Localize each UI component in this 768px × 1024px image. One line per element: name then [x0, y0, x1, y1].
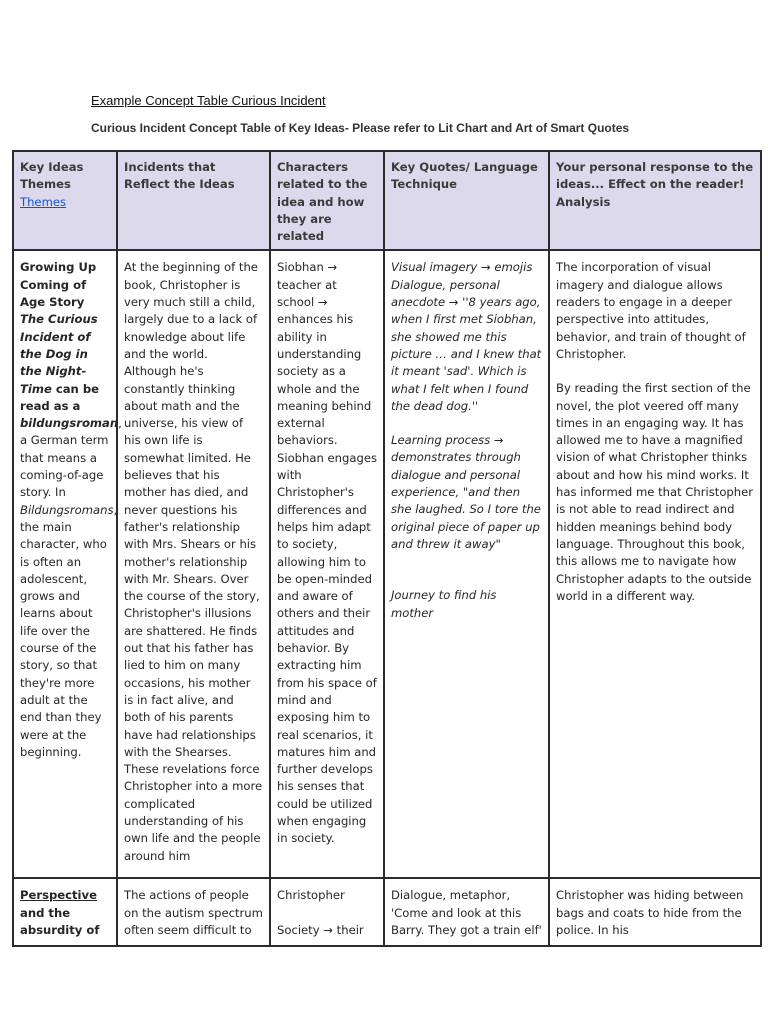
column-header-personal-response: Your personal response to the ideas... Effect on the reader! Analysis — [549, 151, 761, 250]
cell-incidents: At the beginning of the book, Christopher is very much still a child, largely due to a lack of knowledge about life and the world. Although he's constantly thinking about math and the universe, his view of his own life is somewhat limited. He believes that his mother has died, and never questions his father's relationship with Mrs. Shears or his mother's relationship with Mr. Shears. Over the course of the story, Christopher's illusions are shattered. He finds out that his father has lied to him on many occasions, his mother is in fact alive, and both of his parents have had relationships with the Shearses. These revelations force Christopher into a more complicated understanding of his own life and the people around him — [117, 250, 270, 878]
column-header-key-ideas — [13, 151, 117, 250]
concept-table — [12, 150, 762, 947]
quote-paragraph: Visual imagery → emojis Dialogue, personal anecdote → ''8 years ago, when I first met Siobhan, she showed me this picture … and I knew that it meant 'sad'. Which is what I felt when I found the dead dog.'' — [391, 260, 542, 413]
themes-link[interactable]: Themes — [20, 194, 67, 209]
character-line: Christopher — [277, 888, 345, 903]
column-header-incidents: Incidents that Reflect the Ideas — [117, 151, 270, 250]
theme-term: Bildungsromans — [20, 502, 114, 517]
table-row — [13, 878, 761, 946]
column-header-key-quotes: Key Quotes/ Language Technique — [384, 151, 549, 250]
theme-heading: Perspective — [20, 888, 97, 903]
cell-incidents: The actions of people on the autism spectrum often seem difficult to — [117, 878, 270, 946]
theme-term: bildungsroman — [20, 416, 119, 431]
response-paragraph: The incorporation of visual imagery and dialogue allows readers to engage in a deeper perspective into attitudes, behavior, and train of thought of Christopher. — [556, 260, 746, 361]
character-line: Society → their — [277, 922, 364, 937]
quote-paragraph: Journey to find his mother — [391, 588, 497, 620]
book-title: The Curious Incident of the Dog in the Night-Time — [20, 312, 98, 396]
column-header-label: Key Ideas Themes — [20, 160, 84, 192]
table-header-row — [13, 151, 761, 250]
theme-text: , a German term that means a coming-of-age story. In — [20, 416, 122, 500]
cell-theme — [13, 250, 122, 878]
theme-text: can be read as a — [20, 381, 100, 413]
cell-key-quotes — [384, 250, 549, 878]
quote-paragraph: Learning process → demonstrates through dialogue and personal experience, "and then she laughed. So I tore the original piece of paper up and threw it away" — [391, 433, 541, 551]
table-row — [13, 250, 761, 878]
theme-heading: Growing Up Coming of Age Story — [20, 260, 97, 310]
cell-characters — [270, 878, 384, 946]
column-header-characters: Characters related to the idea and how they are related — [270, 151, 384, 250]
cell-characters: Siobhan → teacher at school → enhances his ability in understanding society as a whole and the meaning behind external behaviors. Siobhan engages with Christopher's differences and helps him adapt to society, allowing him to be open-minded and aware of others and their attitudes and behavior. By extracting him from his space of mind and exposing him to real scenarios, it matures him and further develops his senses that could be utilized when engaging in society. — [270, 250, 384, 878]
document-subtitle: Curious Incident Concept Table of Key Ideas- Please refer to Lit Chart and Art of Smart Quotes — [91, 121, 630, 135]
response-paragraph: By reading the first section of the novel, the plot veered off many times in an engaging way. It has allowed me to have a magnified vision of what Christopher thinks about and how his mind works. It has informed me that Christopher is not able to read indirect and hidden meanings behind body language. Throughout this book, this allows me to navigate how Christopher adapts to the outside world in a different way. — [556, 381, 754, 603]
cell-theme — [13, 878, 117, 946]
document-title: Example Concept Table Curious Incident — [91, 93, 326, 108]
theme-text: , the main character, who is often an adolescent, grows and learns about life over the course of the story, so that they're more adult at the end than they were at the beginning. — [20, 502, 118, 759]
cell-key-quotes: Dialogue, metaphor, 'Come and look at this Barry. They got a train elf' — [384, 878, 549, 946]
theme-text: and the absurdity of — [20, 905, 100, 938]
cell-personal-response — [549, 250, 761, 878]
cell-personal-response: Christopher was hiding between bags and coats to hide from the police. In his — [549, 878, 761, 946]
